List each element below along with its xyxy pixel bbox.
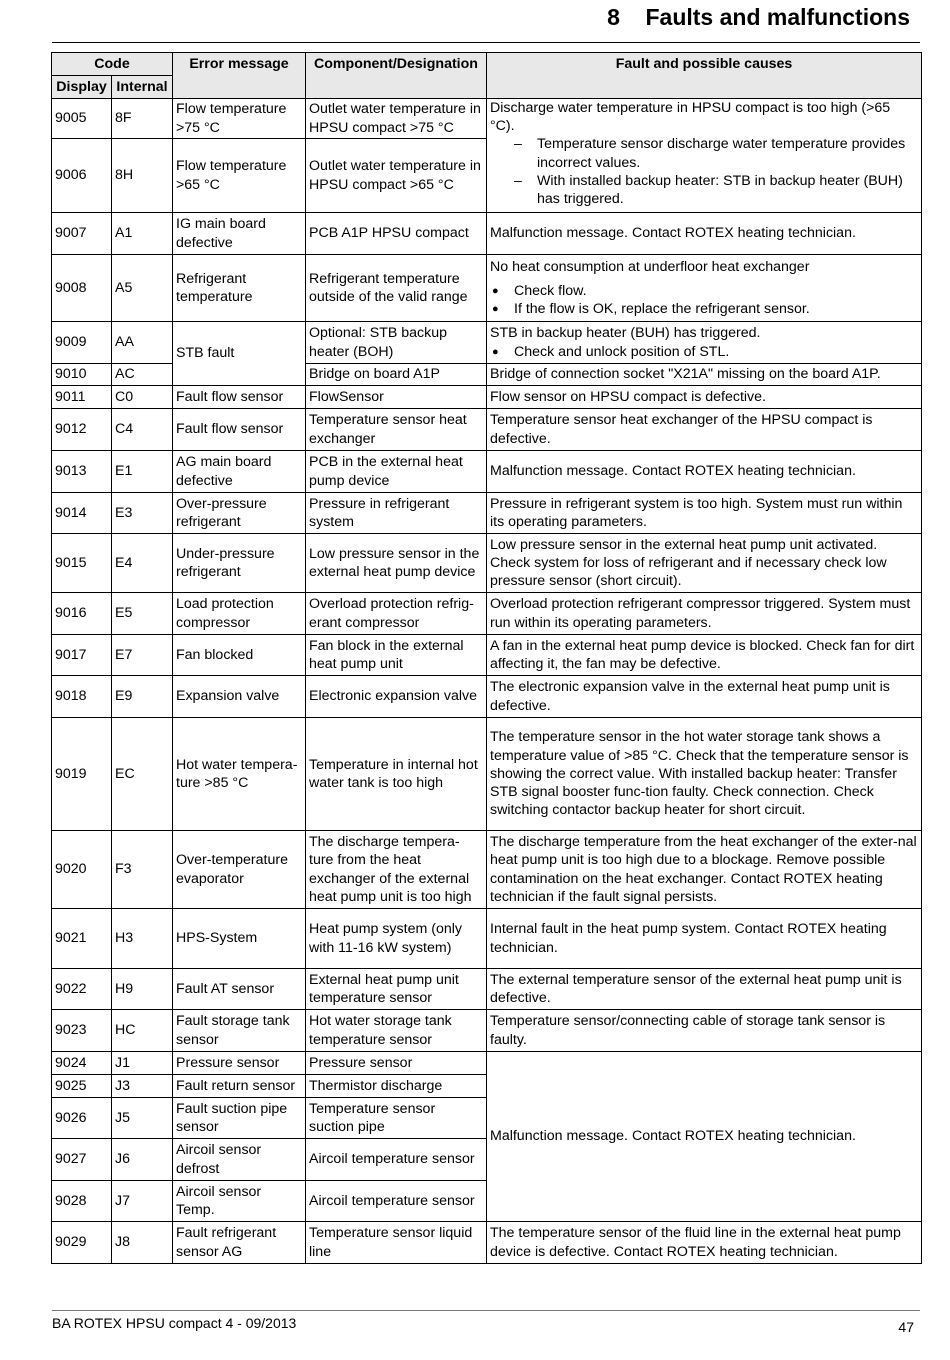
component: Bridge on board A1P [306, 364, 487, 386]
fault-cause: The discharge temperature from the heat exchanger of the exter-nal heat pump unit is too high due to a blockage. Remove possible contamination on the heat exchanger. Contact ROTEX heating technician if the fault signal persists. [487, 831, 922, 909]
internal-code: E7 [112, 635, 173, 676]
error-message: AG main board defective [173, 451, 306, 493]
fault-cause: Pressure in refrigerant system is too high. System must run within its operating parameters. [487, 493, 922, 534]
component: Aircoil temperature sensor [306, 1181, 487, 1222]
internal-code: J1 [112, 1052, 173, 1075]
display-code: 9029 [52, 1222, 112, 1264]
fault-cause: The temperature sensor of the fluid line in the external heat pump device is defective. Contact ROTEX heating technician. [487, 1222, 922, 1264]
display-code: 9009 [52, 322, 112, 364]
internal-code: HC [112, 1010, 173, 1052]
display-code: 9007 [52, 213, 112, 255]
internal-code: A1 [112, 213, 173, 255]
display-code: 9024 [52, 1052, 112, 1075]
component: Heat pump system (only with 11-16 kW system) [306, 909, 487, 969]
component: FlowSensor [306, 386, 487, 409]
internal-code: A5 [112, 255, 173, 322]
list-item: – Temperature sensor discharge water temperature provides incorrect values. [490, 135, 918, 171]
component: Temperature sensor heat exchanger [306, 409, 487, 451]
error-message: Over-pressure refrigerant [173, 493, 306, 534]
table-row [52, 451, 922, 493]
internal-code: J8 [112, 1222, 173, 1264]
internal-code: F3 [112, 831, 173, 909]
display-code: 9006 [52, 139, 112, 213]
list-item: – With installed backup heater: STB in backup heater (BUH) has triggered. [490, 172, 918, 208]
table-row [52, 1222, 922, 1264]
fault-cause: Overload protection refrigerant compressor triggered. System must run within its operating parameters. [487, 593, 922, 635]
internal-code: EC [112, 718, 173, 831]
table-row [52, 635, 922, 676]
display-code: 9013 [52, 451, 112, 493]
list-item: ● Check and unlock position of STL. [490, 343, 918, 361]
component: PCB A1P HPSU compact [306, 213, 487, 255]
error-message: Refrigerant temperature [173, 255, 306, 322]
error-message: Load protection compressor [173, 593, 306, 635]
fault-cause: A fan in the external heat pump device is blocked. Check fan for dirt affecting it, the fan may be defective. [487, 635, 922, 676]
error-message: Fan blocked [173, 635, 306, 676]
fault-cause [487, 99, 922, 213]
page-number: 47 [898, 1319, 914, 1335]
header-internal: Internal [112, 76, 173, 99]
error-message: Fault return sensor [173, 1075, 306, 1098]
component: External heat pump unit temperature sensor [306, 969, 487, 1010]
component: The discharge tempera-ture from the heat exchanger of the external heat pump unit is too high [306, 831, 487, 909]
table-row [52, 255, 922, 322]
fault-cause: Malfunction message. Contact ROTEX heating technician. [487, 451, 922, 493]
cause-list [490, 135, 918, 208]
component: Outlet water temperature in HPSU compact >65 °C [306, 139, 487, 213]
fault-cause: Bridge of connection socket "X21A" missing on the board A1P. [487, 364, 922, 386]
display-code: 9026 [52, 1098, 112, 1139]
internal-code: E4 [112, 534, 173, 593]
error-message: Fault refrigerant sensor AG [173, 1222, 306, 1264]
table-row [52, 831, 922, 909]
display-code: 9005 [52, 99, 112, 139]
chapter-title: 8 Faults and malfunctions [607, 4, 910, 30]
error-message: Fault AT sensor [173, 969, 306, 1010]
display-code: 9028 [52, 1181, 112, 1222]
internal-code: AC [112, 364, 173, 386]
table-row [52, 409, 922, 451]
error-message: Fault suction pipe sensor [173, 1098, 306, 1139]
table-row [52, 1052, 922, 1075]
component: PCB in the external heat pump device [306, 451, 487, 493]
error-message: HPS-System [173, 909, 306, 969]
fault-cause [487, 322, 922, 364]
display-code: 9014 [52, 493, 112, 534]
display-code: 9011 [52, 386, 112, 409]
header-display: Display [52, 76, 112, 99]
table-row [52, 676, 922, 718]
display-code: 9020 [52, 831, 112, 909]
internal-code: E5 [112, 593, 173, 635]
component: Electronic expansion valve [306, 676, 487, 718]
component: Pressure sensor [306, 1052, 487, 1075]
display-code: 9022 [52, 969, 112, 1010]
cause-list [490, 343, 918, 361]
fault-cause: Malfunction message. Contact ROTEX heating technician. [487, 213, 922, 255]
internal-code: 8H [112, 139, 173, 213]
fault-cause: Temperature sensor heat exchanger of the HPSU compact is defective. [487, 409, 922, 451]
error-message: IG main board defective [173, 213, 306, 255]
table-row [52, 386, 922, 409]
fault-intro: No heat consumption at underfloor heat exchanger [490, 258, 810, 275]
component: Pressure in refrigerant system [306, 493, 487, 534]
cause-list [490, 282, 918, 318]
fault-cause: Malfunction message. Contact ROTEX heating technician. [487, 1052, 922, 1222]
error-message: Fault flow sensor [173, 409, 306, 451]
internal-code: J6 [112, 1139, 173, 1181]
internal-code: J7 [112, 1181, 173, 1222]
fault-cause: Low pressure sensor in the external heat pump unit activated. Check system for loss of refrigerant and if necessary check low pressure sensor (short circuit). [487, 534, 922, 593]
header-divider [52, 42, 920, 43]
internal-code: E3 [112, 493, 173, 534]
table-row [52, 99, 922, 139]
fault-intro: STB in backup heater (BUH) has triggered. [490, 325, 761, 342]
component: Outlet water temperature in HPSU compact >75 °C [306, 99, 487, 139]
list-item: ● If the flow is OK, replace the refrigerant sensor. [490, 300, 918, 318]
internal-code: H9 [112, 969, 173, 1010]
component: Refrigerant temperature outside of the valid range [306, 255, 487, 322]
component: Optional: STB backup heater (BOH) [306, 322, 487, 364]
display-code: 9019 [52, 718, 112, 831]
internal-code: E1 [112, 451, 173, 493]
internal-code: E9 [112, 676, 173, 718]
display-code: 9023 [52, 1010, 112, 1052]
error-message: Aircoil sensor Temp. [173, 1181, 306, 1222]
header-code: Code [52, 53, 173, 76]
document-reference: BA ROTEX HPSU compact 4 - 09/2013 [52, 1315, 297, 1331]
display-code: 9010 [52, 364, 112, 386]
component: Aircoil temperature sensor [306, 1139, 487, 1181]
internal-code: C4 [112, 409, 173, 451]
fault-code-table [51, 52, 922, 1264]
component: Temperature sensor suction pipe [306, 1098, 487, 1139]
table-row [52, 213, 922, 255]
display-code: 9016 [52, 593, 112, 635]
internal-code: J5 [112, 1098, 173, 1139]
display-code: 9027 [52, 1139, 112, 1181]
component: Low pressure sensor in the external heat pump device [306, 534, 487, 593]
footer-divider [52, 1310, 920, 1311]
table-row [52, 534, 922, 593]
error-message: Under-pressure refrigerant [173, 534, 306, 593]
component: Temperature in internal hot water tank is too high [306, 718, 487, 831]
internal-code: J3 [112, 1075, 173, 1098]
component: Temperature sensor liquid line [306, 1222, 487, 1264]
fault-cause: Flow sensor on HPSU compact is defective. [487, 386, 922, 409]
table-row [52, 593, 922, 635]
error-message: Over-temperature evaporator [173, 831, 306, 909]
fault-cause: Internal fault in the heat pump system. Contact ROTEX heating technician. [487, 909, 922, 969]
header-fault-causes: Fault and possible causes [487, 53, 922, 99]
fault-intro: Discharge water temperature in HPSU compact is too high (>65 °C). [490, 100, 891, 135]
internal-code: 8F [112, 99, 173, 139]
internal-code: AA [112, 322, 173, 364]
error-message: Expansion valve [173, 676, 306, 718]
error-message: Flow temperature >75 °C [173, 99, 306, 139]
error-message: Flow temperature >65 °C [173, 139, 306, 213]
table-row [52, 322, 922, 364]
display-code: 9012 [52, 409, 112, 451]
error-message: Pressure sensor [173, 1052, 306, 1075]
fault-cause: Temperature sensor/connecting cable of storage tank sensor is faulty. [487, 1010, 922, 1052]
internal-code: C0 [112, 386, 173, 409]
error-message: Fault storage tank sensor [173, 1010, 306, 1052]
fault-cause: The temperature sensor in the hot water storage tank shows a temperature value of >85 °C. Check that the temperature sensor is showing the correct value. With installed backup heater: Transfer STB signal booster func-tion faulty. Check connection. Check switching contactor backup heater for short circuit. [487, 718, 922, 831]
display-code: 9008 [52, 255, 112, 322]
component: Overload protection refrig-erant compressor [306, 593, 487, 635]
error-message: Hot water tempera-ture >85 °C [173, 718, 306, 831]
table-row [52, 1010, 922, 1052]
component: Thermistor discharge [306, 1075, 487, 1098]
fault-cause: The electronic expansion valve in the external heat pump unit is defective. [487, 676, 922, 718]
table-row [52, 493, 922, 534]
fault-cause: The external temperature sensor of the external heat pump unit is defective. [487, 969, 922, 1010]
display-code: 9018 [52, 676, 112, 718]
component: Hot water storage tank temperature sensor [306, 1010, 487, 1052]
header-error-message: Error message [173, 53, 306, 99]
table-row [52, 969, 922, 1010]
header-component: Component/Designation [306, 53, 487, 99]
fault-cause [487, 255, 922, 322]
error-message: STB fault [173, 322, 306, 386]
list-item: ● Check flow. [490, 282, 918, 300]
display-code: 9015 [52, 534, 112, 593]
error-message: Fault flow sensor [173, 386, 306, 409]
table-row [52, 718, 922, 831]
display-code: 9021 [52, 909, 112, 969]
display-code: 9025 [52, 1075, 112, 1098]
error-message: Aircoil sensor defrost [173, 1139, 306, 1181]
table-row [52, 909, 922, 969]
internal-code: H3 [112, 909, 173, 969]
component: Fan block in the external heat pump unit [306, 635, 487, 676]
display-code: 9017 [52, 635, 112, 676]
